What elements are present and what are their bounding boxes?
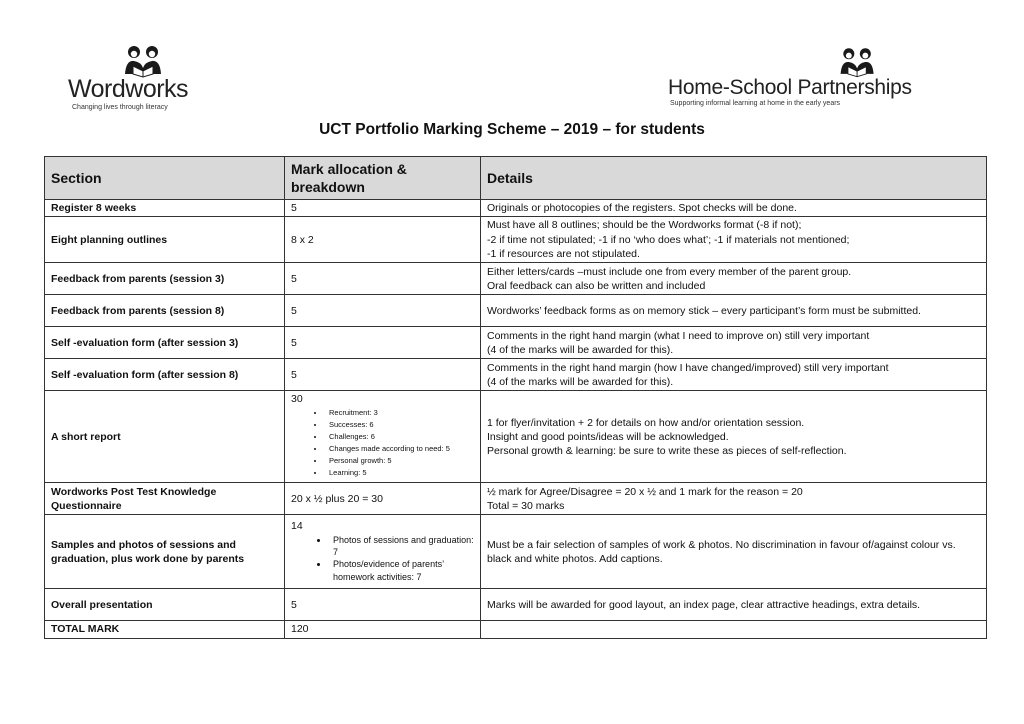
row-section: Feedback from parents (session 3): [45, 263, 285, 295]
mark-total: 14: [291, 519, 303, 532]
breakdown-item: • Learning: 5: [325, 467, 474, 479]
breakdown-item: • Recruitment: 3: [325, 407, 474, 419]
details-line: -1 if resources are not stipulated.: [487, 247, 640, 260]
details-line: Insight and good points/ideas will be acknowledged.: [487, 430, 729, 443]
details-line: (4 of the marks will be awarded for this).: [487, 343, 674, 356]
row-details: [481, 200, 987, 217]
table-row: [45, 295, 987, 327]
table-row: [45, 621, 987, 638]
details-line: 1 for flyer/invitation + 2 for details on how and/or orientation session.: [487, 416, 805, 429]
row-mark: [285, 515, 481, 589]
table-row: [45, 327, 987, 359]
row-section: Self -evaluation form (after session 8): [45, 359, 285, 391]
row-mark: 5: [285, 200, 481, 217]
breakdown-item: • Photos/evidence of parents’ homework activities: 7: [329, 558, 474, 582]
row-section: TOTAL MARK: [45, 621, 285, 638]
breakdown-item: • Challenges: 6: [325, 431, 474, 443]
hsp-tagline: Supporting informal learning at home in the early years: [670, 100, 841, 107]
row-details: [481, 391, 987, 483]
row-mark: [285, 391, 481, 483]
details-line: (4 of the marks will be awarded for this).: [487, 375, 674, 388]
details-line: Either letters/cards –must include one from every member of the parent group.: [487, 265, 852, 278]
children-reading-icon: [836, 46, 880, 78]
row-details: [481, 621, 987, 638]
details-line: Oral feedback can also be written and included: [487, 279, 706, 292]
table-row: [45, 217, 987, 263]
table-row: [45, 391, 987, 483]
breakdown-item: • Changes made according to need: 5: [325, 443, 474, 455]
header-details: Details: [481, 157, 987, 200]
row-details: Must be a fair selection of samples of work & photos. No discrimination in favour of/against colour vs. black and white photos. Add captions.: [481, 515, 987, 589]
home-school-partnerships-logo: [668, 46, 928, 108]
page-title: UCT Portfolio Marking Scheme – 2019 – for students: [319, 121, 705, 138]
row-mark: 120: [285, 621, 481, 638]
mark-total: 30: [291, 393, 303, 406]
details-line: Personal growth & learning: be sure to write these as pieces of self-reflection.: [487, 444, 847, 457]
table-row: [45, 515, 987, 589]
breakdown-item: • Personal growth: 5: [325, 455, 474, 467]
breakdown-item: • Successes: 6: [325, 419, 474, 431]
mark-breakdown-list: [291, 407, 474, 479]
table-row: [45, 483, 987, 515]
row-mark: 5: [285, 327, 481, 359]
row-section: Overall presentation: [45, 589, 285, 621]
hsp-logo-name: Home-School Partnerships: [668, 76, 912, 99]
row-mark: 5: [285, 359, 481, 391]
row-mark: 20 x ½ plus 20 = 30: [285, 483, 481, 515]
table-row: [45, 589, 987, 621]
details-line: Originals or photocopies of the registers. Spot checks will be done.: [487, 202, 797, 214]
row-details: [481, 327, 987, 359]
row-mark: 8 x 2: [285, 217, 481, 263]
wordworks-logo-name: Wordworks: [68, 75, 189, 103]
row-details: [481, 359, 987, 391]
table-row: [45, 200, 987, 217]
breakdown-item: • Photos of sessions and graduation: 7: [329, 534, 474, 558]
row-mark: 5: [285, 295, 481, 327]
details-line: ½ mark for Agree/Disagree = 20 x ½ and 1 mark for the reason = 20: [487, 485, 803, 498]
mark-breakdown-list: [291, 534, 474, 583]
details-line: Total = 30 marks: [487, 499, 565, 512]
table-row: [45, 359, 987, 391]
table-header-row: [45, 157, 987, 200]
row-section: A short report: [45, 391, 285, 483]
row-section: Wordworks Post Test Knowledge Questionnaire: [45, 483, 285, 515]
details-line: Must have all 8 outlines; should be the Wordworks format (-8 if not);: [487, 219, 802, 232]
row-mark: 5: [285, 589, 481, 621]
header-section: Section: [45, 157, 285, 200]
marking-scheme-table: [44, 156, 987, 639]
wordworks-tagline: Changing lives through literacy: [72, 104, 168, 111]
row-section: Register 8 weeks: [45, 200, 285, 217]
details-line: -2 if time not stipulated; -1 if no ‘who does what’; -1 if materials not mentioned;: [487, 233, 850, 246]
row-details: [481, 483, 987, 515]
row-section: Samples and photos of sessions and graduation, plus work done by parents: [45, 515, 285, 589]
row-details: [481, 263, 987, 295]
row-details: [481, 217, 987, 263]
row-section: Eight planning outlines: [45, 217, 285, 263]
row-mark: 5: [285, 263, 481, 295]
details-line: Comments in the right hand margin (what I need to improve on) still very important: [487, 329, 870, 342]
table-row: [45, 263, 987, 295]
wordworks-logo: [68, 44, 218, 114]
row-details: Marks will be awarded for good layout, an index page, clear attractive headings, extra details.: [481, 589, 987, 621]
row-section: Feedback from parents (session 8): [45, 295, 285, 327]
row-section: Self -evaluation form (after session 3): [45, 327, 285, 359]
details-line: Comments in the right hand margin (how I have changed/improved) still very important: [487, 361, 889, 374]
header-mark-allocation: Mark allocation & breakdown: [285, 157, 481, 200]
children-reading-icon: [120, 44, 168, 78]
row-details: Wordworks’ feedback forms as on memory stick – every participant’s form must be submitted.: [481, 295, 987, 327]
